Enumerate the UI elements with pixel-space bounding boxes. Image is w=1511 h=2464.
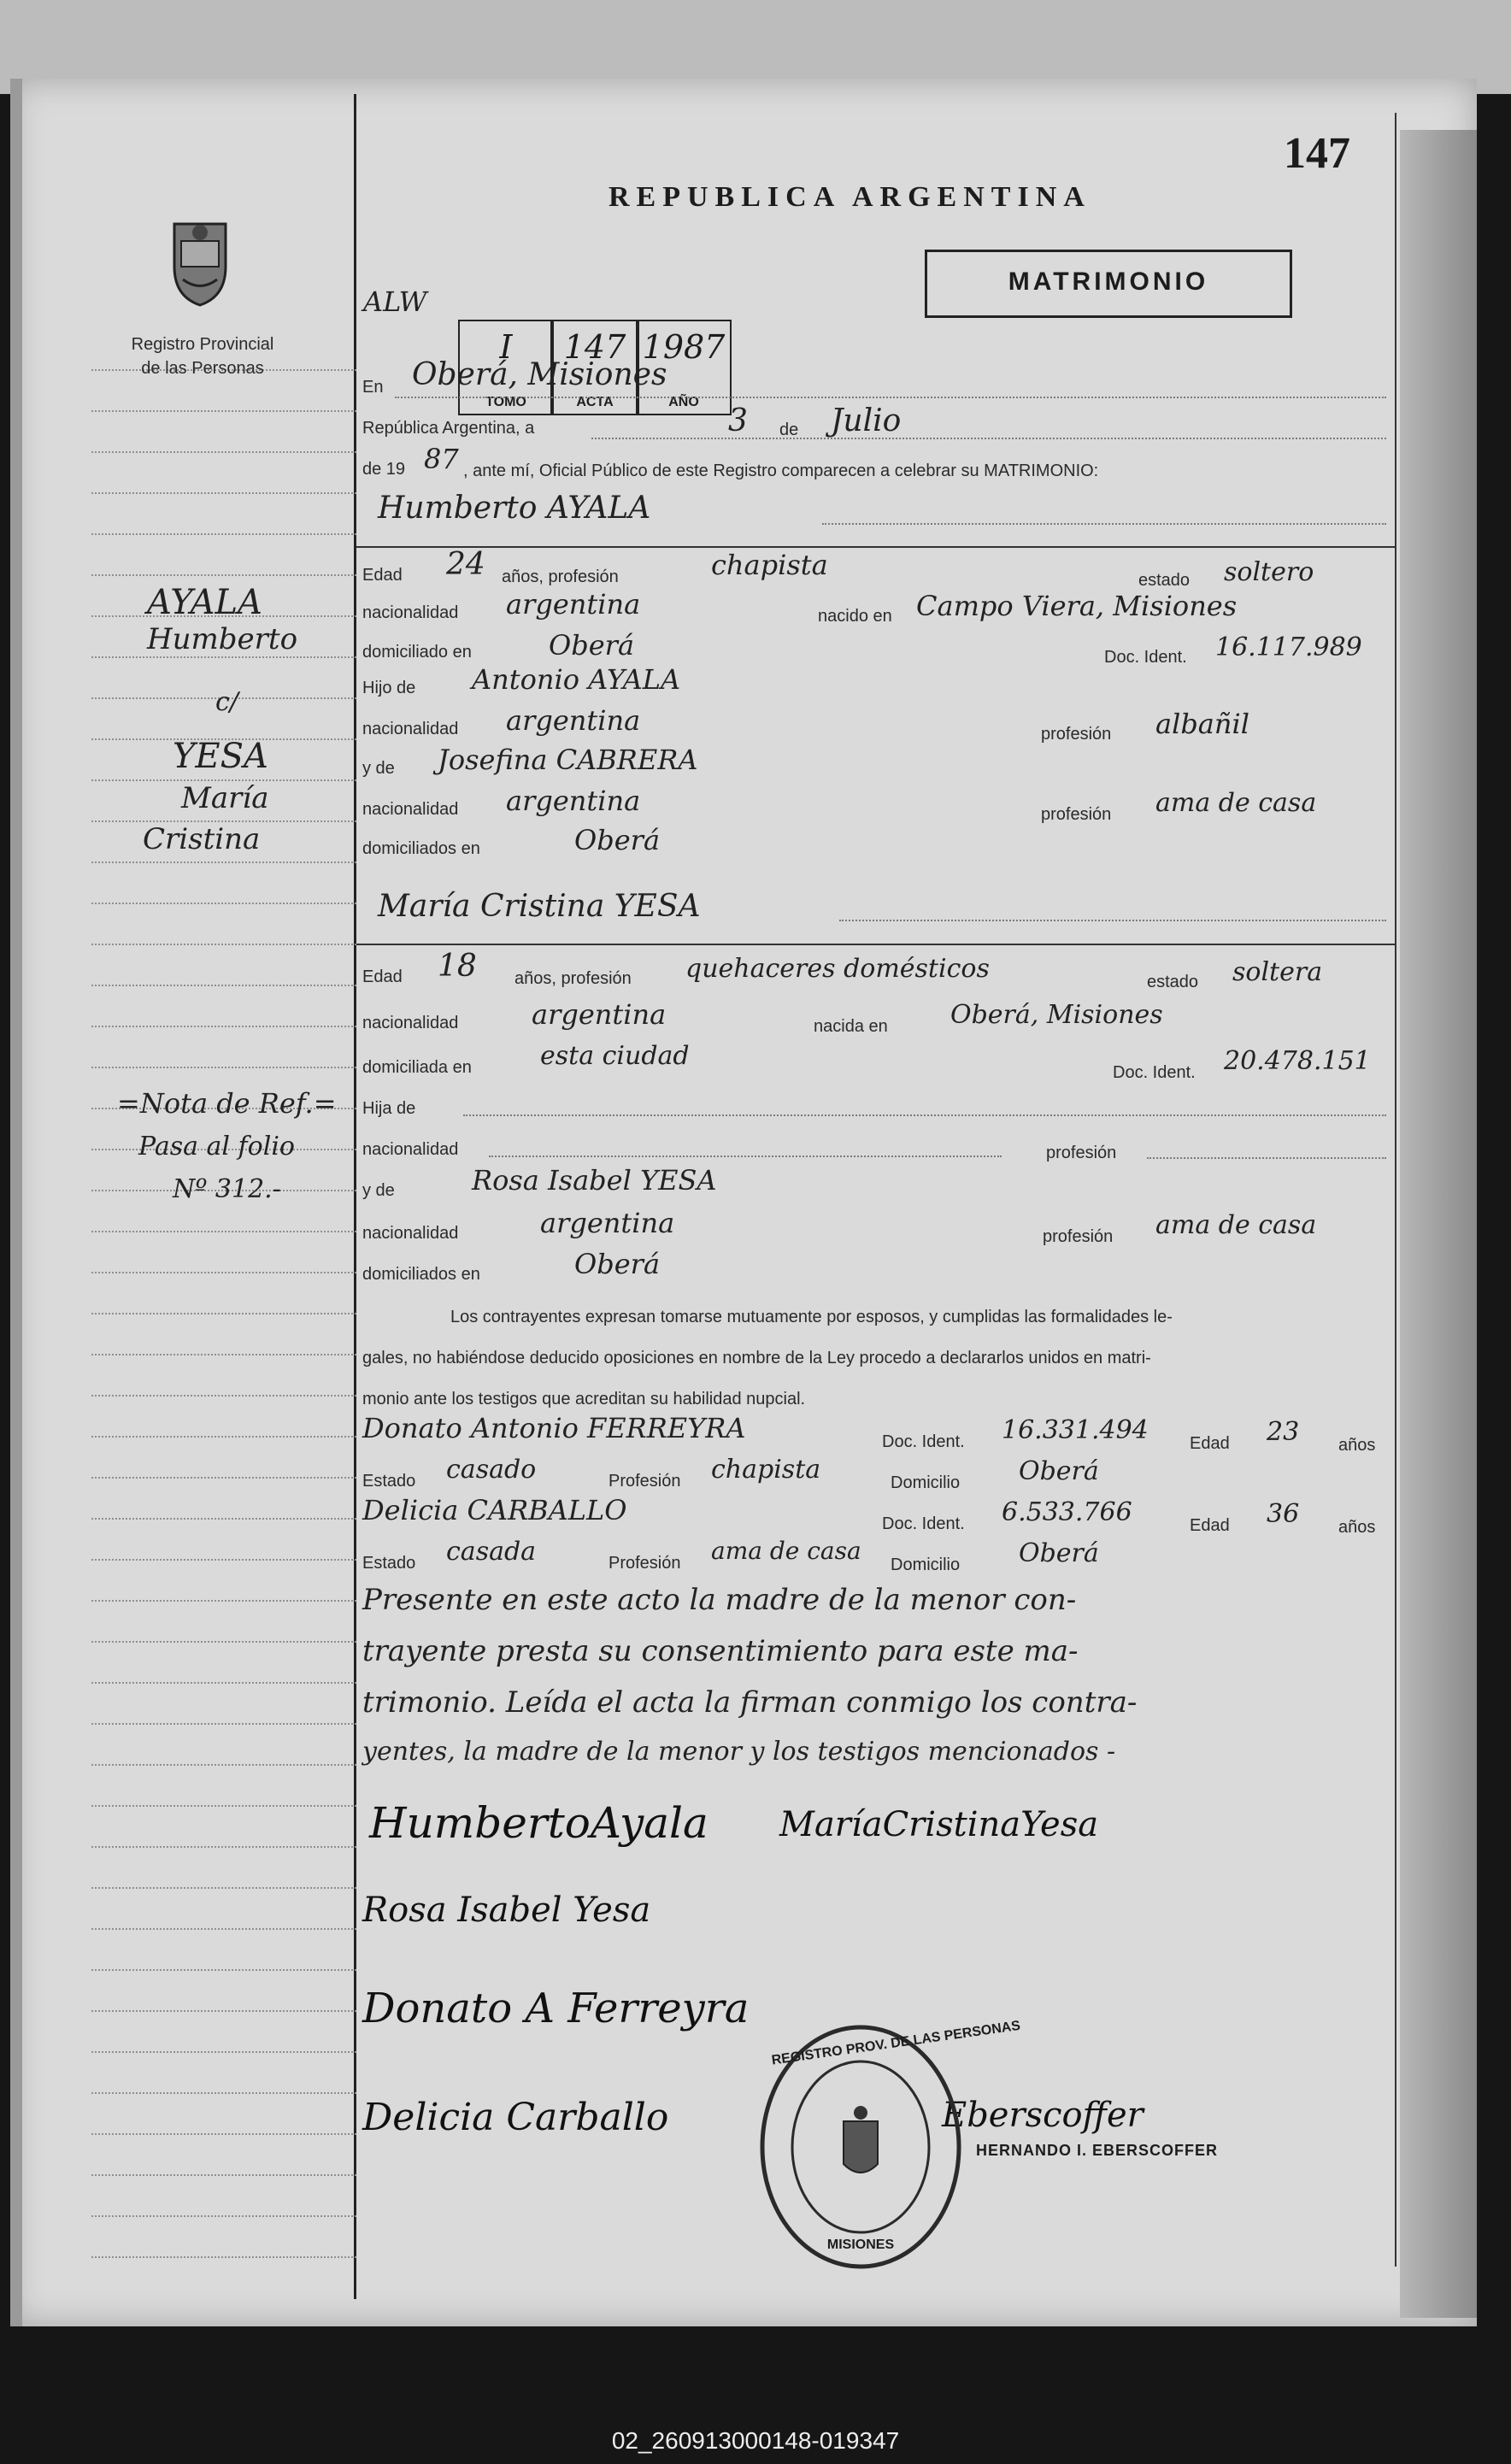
groom-nacido-label: nacido en: [818, 607, 892, 626]
country-heading: REPUBLICA ARGENTINA: [609, 181, 1091, 213]
book-spine: [10, 79, 22, 2326]
margin-rule: [91, 2215, 356, 2217]
notes-line1: Presente en este acto la madre de la menor con-: [362, 1583, 1077, 1617]
margin-rule: [91, 1723, 356, 1725]
witness1-estado-label: Estado: [362, 1472, 416, 1491]
margin-rule: [91, 492, 356, 494]
page-number: 147: [1284, 129, 1350, 178]
witness2-age: 36: [1267, 1499, 1300, 1529]
declaration-line1: Los contrayentes expresan tomarse mutuamente por esposos, y cumplidas las formalidades le-: [450, 1308, 1173, 1326]
notes-line2: trayente presta su consentimiento para este ma-: [362, 1634, 1079, 1668]
right-border: [1395, 113, 1396, 2267]
margin-bride-given2: Cristina: [143, 822, 261, 856]
declaration-line2: gales, no habiéndose deducido oposiciones en nombre de la Ley procedo a declararlos unidos en matri-: [362, 1349, 1151, 1367]
record-type-box: [925, 250, 1292, 318]
witness2-doc: 6.533.766: [1002, 1497, 1132, 1527]
margin-annotation: ALW: [363, 285, 427, 318]
hija-label: Hija de: [362, 1099, 416, 1118]
margin-rule: [91, 1559, 356, 1561]
witness2-doc-label: Doc. Ident.: [882, 1514, 965, 1533]
margin-connector: c/: [215, 687, 238, 717]
margin-rule: [91, 2174, 356, 2176]
official-name-stamp: HERNANDO I. EBERSCOFFER: [976, 2142, 1219, 2159]
groom-nacionalidad-label: nacionalidad: [362, 603, 459, 622]
bride-domicilio-label: domiciliada en: [362, 1058, 472, 1077]
margin-rule: [91, 533, 356, 535]
blank-profesion-label: profesión: [1046, 1144, 1117, 1162]
margin-rule: [91, 985, 356, 986]
witness1-edad-label: Edad: [1190, 1434, 1230, 1453]
register-page: [10, 79, 1477, 2326]
dotted-line: [839, 920, 1386, 921]
groom-birthplace: Campo Viera, Misiones: [916, 590, 1238, 622]
day-value: 3: [728, 403, 748, 438]
margin-divider: [354, 94, 356, 2299]
dotted-line: [1147, 1157, 1386, 1159]
witness2-edad-label: Edad: [1190, 1516, 1230, 1535]
margin-rule: [91, 656, 356, 658]
margin-rule: [91, 2092, 356, 2094]
margin-rule: [91, 1477, 356, 1479]
groom-estado-label: estado: [1138, 571, 1191, 590]
mother-nationality: argentina: [506, 785, 641, 817]
margin-rule: [91, 1641, 356, 1643]
margin-groom-given: Humberto: [147, 622, 298, 656]
acta-value: 147: [563, 328, 626, 366]
witness2-domicilio-label: Domicilio: [891, 1555, 961, 1574]
registry-name-line1: Registro Provincial: [131, 335, 274, 354]
witness2-profession: ama de casa: [711, 1537, 861, 1565]
witness2-estado: casada: [446, 1537, 537, 1567]
month-value: Julio: [831, 403, 902, 438]
margin-rule: [91, 1272, 356, 1273]
official-signature: Eberscoffer: [942, 2096, 1144, 2135]
groom-age: 24: [446, 547, 485, 582]
dotted-line: [463, 1114, 1386, 1116]
margin-rule: [91, 1928, 356, 1930]
bride-nacionalidad-label: nacionalidad: [362, 1014, 459, 1032]
notes-line4: yentes, la madre de la menor y los testigos mencionados -: [362, 1737, 1116, 1767]
mother-signature: Rosa Isabel Yesa: [362, 1891, 651, 1930]
groom-edad-label: Edad: [362, 566, 403, 585]
groom-doc-label: Doc. Ident.: [1104, 648, 1187, 667]
margin-note2: Pasa al folio: [138, 1132, 295, 1161]
groom-full-name: Humberto AYALA: [378, 491, 651, 526]
bride-domicile: esta ciudad: [540, 1041, 690, 1071]
blank-nacionalidad-label: nacionalidad: [362, 1140, 459, 1159]
groom-profesion-label: años, profesión: [502, 567, 619, 586]
groom-estado: soltero: [1224, 557, 1314, 587]
margin-rule: [91, 1067, 356, 1068]
margin-rule: [91, 1682, 356, 1684]
witness1-signature: Donato A Ferreyra: [362, 1985, 750, 2032]
groom-profession: chapista: [711, 549, 828, 581]
witness2-signature: Delicia Carballo: [362, 2096, 669, 2139]
dotted-line: [591, 438, 1386, 439]
witness2-profesion-label: Profesión: [609, 1554, 681, 1573]
bride-doc: 20.478.151: [1224, 1046, 1371, 1076]
margin-rule: [91, 2051, 356, 2053]
margin-groom-surname: AYALA: [147, 583, 262, 622]
notes-line3: trimonio. Leída el acta la firman conmigo los contra-: [362, 1685, 1138, 1720]
witness1-doc-label: Doc. Ident.: [882, 1432, 965, 1451]
bride-mother-nationality: argentina: [540, 1207, 675, 1239]
witness1-doc: 16.331.494: [1002, 1415, 1149, 1445]
witness1-profession: chapista: [711, 1455, 821, 1485]
bride-mother-domicile: Oberá: [574, 1248, 661, 1280]
margin-rule: [91, 862, 356, 863]
page-stack-edge: [1400, 130, 1477, 2318]
margin-rule: [91, 1395, 356, 1397]
margin-rule: [91, 1805, 356, 1807]
witness2-estado-label: Estado: [362, 1554, 416, 1573]
ano-label: AÑO: [668, 395, 699, 409]
bride-age: 18: [438, 949, 477, 984]
bride-mother-nat-label: nacionalidad: [362, 1224, 459, 1243]
stamp-bottom-text: MISIONES: [826, 2238, 895, 2252]
bride-profession: quehaceres domésticos: [685, 954, 990, 984]
mother-profesion-label: profesión: [1041, 805, 1112, 824]
archive-identifier: 02_260913000148-019347: [611, 2427, 900, 2454]
groom-doc: 16.117.989: [1215, 632, 1362, 662]
bride-birthplace: Oberá, Misiones: [950, 1000, 1163, 1030]
dotted-line: [822, 523, 1386, 525]
year-suffix: 87: [424, 443, 459, 475]
witness2-name: Delicia CARBALLO: [362, 1494, 627, 1526]
margin-rule: [91, 1846, 356, 1848]
margin-rule: [91, 2133, 356, 2135]
bride-mother: Rosa Isabel YESA: [472, 1164, 717, 1197]
bride-mother-prof-label: profesión: [1043, 1227, 1114, 1246]
witness1-age: 23: [1267, 1417, 1300, 1447]
en-label: En: [362, 378, 384, 397]
margin-rule: [91, 1887, 356, 1889]
bride-doc-label: Doc. Ident.: [1113, 1063, 1196, 1082]
de-label: de: [779, 420, 799, 439]
stamp-ring-text: REGISTRO PROV. DE LAS PERSONAS: [770, 2018, 1021, 2068]
margin-bride-given1: María: [181, 781, 269, 815]
acta-label: ACTA: [576, 395, 614, 409]
bride-edad-label: Edad: [362, 967, 403, 986]
tomo-label: TOMO: [485, 395, 526, 409]
margin-rule: [91, 574, 356, 576]
witness2-domicile: Oberá: [1019, 1538, 1099, 1568]
margin-bride-surname: YESA: [173, 737, 268, 776]
dotted-line: [489, 1156, 1002, 1157]
declaration-line3: monio ante los testigos que acreditan su habilidad nupcial.: [362, 1390, 806, 1408]
bride-nationality: argentina: [532, 998, 667, 1031]
witness1-name: Donato Antonio FERREYRA: [362, 1412, 746, 1444]
margin-note3: Nº 312.-: [173, 1174, 281, 1204]
witness1-domicilio-label: Domicilio: [891, 1473, 961, 1492]
record-type-label: MATRIMONIO: [1008, 268, 1209, 296]
witness1-domicile: Oberá: [1019, 1456, 1099, 1486]
bride-profesion-label: años, profesión: [514, 969, 632, 988]
margin-rule: [91, 1313, 356, 1314]
mother-nacionalidad-label: nacionalidad: [362, 800, 459, 819]
provincial-shield-icon: [166, 215, 234, 309]
witness1-estado: casado: [446, 1455, 537, 1485]
father-profesion-label: profesión: [1041, 725, 1112, 744]
intro-sentence: , ante mí, Oficial Público de este Registro comparecen a celebrar su MATRIMONIO:: [463, 462, 1099, 480]
yde-label: y de: [362, 759, 395, 778]
witness2-anos-label: años: [1338, 1518, 1376, 1537]
year-prefix: de 19: [362, 460, 406, 479]
groom-domicile: Oberá: [549, 629, 635, 662]
margin-rule: [91, 410, 356, 412]
father-nationality: argentina: [506, 704, 641, 737]
margin-rule: [91, 1764, 356, 1766]
place-value: Oberá, Misiones: [412, 357, 667, 392]
margin-rule: [91, 1436, 356, 1438]
bride-full-name: María Cristina YESA: [378, 889, 701, 924]
groom-father: Antonio AYALA: [472, 663, 681, 696]
bride-estado-label: estado: [1147, 973, 1199, 991]
hijo-label: Hijo de: [362, 679, 416, 697]
groom-signature: HumbertoAyala: [369, 1798, 708, 1848]
bride-signature: MaríaCristinaYesa: [779, 1805, 1099, 1844]
registry-name-line2: de las Personas: [141, 359, 264, 378]
father-profession: albañil: [1155, 708, 1249, 740]
margin-rule: [91, 1026, 356, 1027]
republica-label: República Argentina, a: [362, 419, 535, 438]
ano-value: 1987: [642, 328, 726, 366]
margin-rule: [91, 451, 356, 453]
margin-rule: [91, 944, 356, 945]
parents-domicile: Oberá: [574, 824, 661, 856]
groom-domicilio-label: domiciliado en: [362, 643, 472, 662]
bride-estado: soltera: [1232, 957, 1323, 987]
tomo-value: I: [499, 328, 513, 366]
witness1-anos-label: años: [1338, 1436, 1376, 1455]
witness1-profesion-label: Profesión: [609, 1472, 681, 1491]
dotted-line: [395, 397, 1386, 398]
margin-rule: [91, 1354, 356, 1355]
father-nacionalidad-label: nacionalidad: [362, 720, 459, 738]
bride-mother-profession: ama de casa: [1155, 1210, 1317, 1240]
bride-nacida-label: nacida en: [814, 1017, 888, 1036]
mother-profession: ama de casa: [1155, 788, 1317, 818]
margin-rule: [91, 1231, 356, 1232]
groom-mother: Josefina CABRERA: [438, 744, 698, 776]
groom-nationality: argentina: [506, 588, 641, 620]
parents-dom-label: domiciliados en: [362, 839, 480, 858]
margin-rule: [91, 1600, 356, 1602]
bride-mother-dom-label: domiciliados en: [362, 1265, 480, 1284]
section-rule: [356, 944, 1395, 945]
margin-rule: [91, 2256, 356, 2258]
margin-note1: =Nota de Ref.=: [117, 1087, 337, 1120]
section-rule: [356, 546, 1395, 548]
margin-rule: [91, 2010, 356, 2012]
margin-rule: [91, 1969, 356, 1971]
margin-rule: [91, 903, 356, 904]
bride-yde-label: y de: [362, 1181, 395, 1200]
margin-rule: [91, 1518, 356, 1520]
